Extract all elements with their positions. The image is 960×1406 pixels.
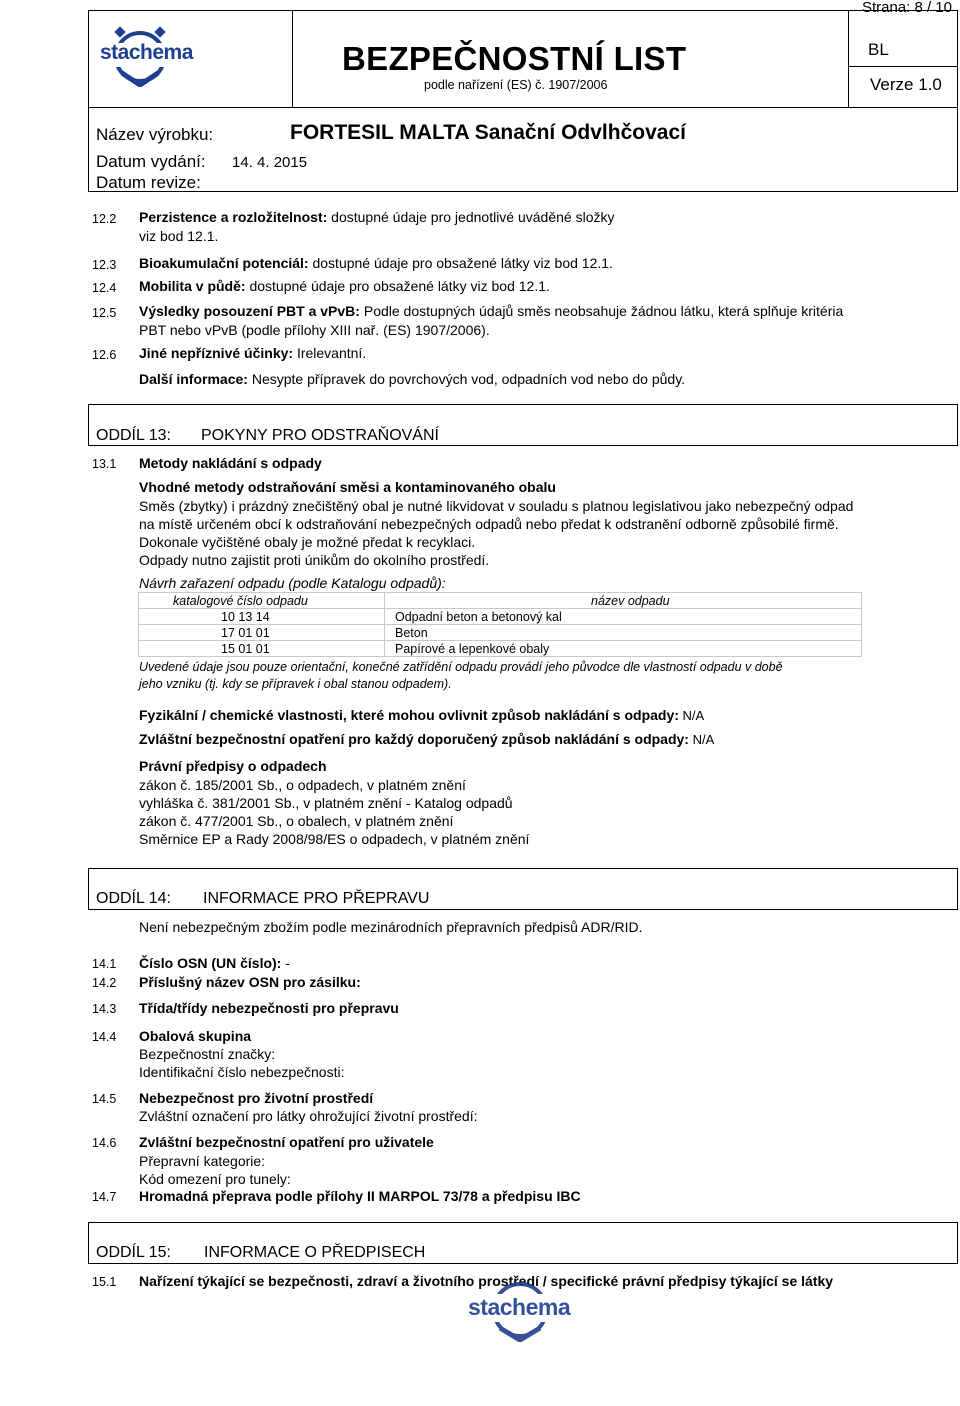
item-12-3 (139, 255, 613, 271)
paragraph: Dokonale vyčištěné obaly je možné předat k recyklaci. (139, 534, 476, 550)
section-label: ODDÍL 14: (96, 890, 171, 907)
header-divider (292, 10, 293, 107)
item-title: Mobilita v půdě: (139, 278, 246, 294)
other-information (139, 371, 685, 387)
item-number: 12.6 (92, 348, 117, 362)
waste-proposal-label: Návrh zařazení odpadu (podle Katalogu odpadů): (139, 575, 446, 591)
revision-date-label: Datum revize: (96, 173, 201, 192)
item-14-1 (139, 955, 290, 971)
item-text: Zvláštní označení pro látky ohrožující životní prostředí: (139, 1108, 478, 1124)
item-text: N/A (688, 732, 715, 747)
item-title: Zvláštní bezpečnostní opatření pro uživatele (139, 1134, 434, 1150)
item-title: Výsledky posouzení PBT a vPvB: (139, 303, 360, 319)
note: jeho vzniku (tj. kdy se přípravek i obal stanou odpadem). (139, 677, 452, 691)
page-number: Strana: 8 / 10 (861, 0, 952, 16)
item-title: Hromadná přeprava podle přílohy II MARPOL 73/78 a předpisu IBC (139, 1188, 581, 1204)
item-title: Jiné nepříznivé účinky: (139, 345, 294, 361)
table-header: katalogové číslo odpadu (139, 593, 385, 609)
item-text: Přepravní kategorie: (139, 1153, 266, 1169)
item-number: 14.3 (92, 1002, 117, 1016)
item-text: Identifikační číslo nebezpečnosti: (139, 1064, 345, 1080)
paragraph: Odpady nutno zajistit proti únikům do okolního prostředí. (139, 552, 490, 568)
table-cell: 10 13 14 (139, 609, 385, 625)
item-number: 14.6 (92, 1136, 117, 1150)
item-number: 14.5 (92, 1092, 117, 1106)
item-number: 12.2 (92, 212, 117, 226)
item-text: Nesypte přípravek do povrchových vod, odpadních vod nebo do půdy. (247, 371, 686, 387)
version-label: Verze 1.0 (870, 75, 942, 94)
item-title: Číslo OSN (UN číslo): (139, 955, 282, 971)
section-title: INFORMACE O PŘEDPISECH (204, 1244, 426, 1261)
item-title: Třída/třídy nebezpečnosti pro přepravu (139, 1000, 399, 1016)
paragraph: Směs (zbytky) i prázdný znečištěný obal je nutné likvidovat v souladu s platnou legislativou jako nebezpečný odpad (139, 498, 854, 514)
special-measures (139, 731, 714, 747)
section-label: ODDÍL 15: (96, 1244, 171, 1261)
item-title: Perzistence a rozložitelnost: (139, 209, 328, 225)
page-title: BEZPEČNOSTNÍ LIST (342, 40, 687, 77)
paragraph: Není nebezpečným zbožím podle mezinárodních přepravních předpisů ADR/RID. (139, 919, 643, 935)
regulation-subtitle: podle nařízení (ES) č. 1907/2006 (424, 78, 608, 92)
regulation-item: zákon č. 477/2001 Sb., o obalech, v platném znění (139, 813, 454, 829)
issue-date: 14. 4. 2015 (232, 154, 308, 171)
physical-properties (139, 707, 704, 723)
note: Uvedené údaje jsou pouze orientační, konečné zatřídění odpadu provádí jeho původce dle vlastností odpadu v době (139, 660, 783, 674)
table-row (139, 625, 862, 641)
item-title: Metody nakládání s odpady (139, 455, 322, 471)
item-text: dostupné údaje pro obsažené látky viz bod 12.1. (308, 255, 613, 271)
item-number: 14.7 (92, 1190, 117, 1204)
language-code: BL (868, 40, 889, 59)
item-text: PBT nebo vPvB (podle přílohy XIII nař. (ES) 1907/2006). (139, 322, 490, 338)
table-header-row (139, 593, 862, 609)
item-12-5 (139, 303, 843, 319)
product-label: Název výrobku: (96, 125, 214, 144)
item-title: Právní předpisy o odpadech (139, 758, 327, 774)
item-title: Bioakumulační potenciál: (139, 255, 309, 271)
header-divider (848, 10, 849, 107)
item-number: 14.1 (92, 957, 117, 971)
item-title: Nařízení týkající se bezpečnosti, zdraví a životního prostředí / specifické právní předpisy týkající se látky (139, 1273, 834, 1289)
issue-date-label: Datum vydání: (96, 152, 206, 171)
waste-table (138, 592, 862, 657)
logo-wordmark: stachema (468, 1294, 571, 1320)
item-number: 13.1 (92, 457, 117, 471)
item-number: 14.2 (92, 976, 117, 990)
item-number: 15.1 (92, 1275, 117, 1289)
item-text: N/A (678, 708, 705, 723)
item-title: Obalová skupina (139, 1028, 252, 1044)
item-text: - (281, 955, 290, 971)
item-text: Irelevantní. (293, 345, 367, 361)
regulation-item: zákon č. 185/2001 Sb., o odpadech, v platném znění (139, 777, 466, 793)
item-text: dostupné údaje pro obsažené látky viz bod 12.1. (245, 278, 550, 294)
item-text: Podle dostupných údajů směs neobsahuje žádnou látku, která splňuje kritéria (359, 303, 844, 319)
item-12-4 (139, 278, 550, 294)
item-title: Nebezpečnost pro životní prostředí (139, 1090, 374, 1106)
table-header: název odpadu (385, 593, 862, 609)
document-header (88, 10, 958, 192)
item-number: 14.4 (92, 1030, 117, 1044)
item-number: 12.3 (92, 258, 117, 272)
item-title: Příslušný název OSN pro zásilku: (139, 974, 361, 990)
table-cell: 17 01 01 (139, 625, 385, 641)
table-cell: Beton (385, 625, 862, 641)
regulation-item: Směrnice EP a Rady 2008/98/ES o odpadech, v platném znění (139, 831, 530, 847)
paragraph: na místě určeném obcí k odstraňování nebezpečných odpadů nebo předat k odstranění odborně způsobilé firmě. (139, 516, 839, 532)
logo-wordmark: stachema (100, 41, 193, 64)
regulation-item: vyhláška č. 381/2001 Sb., v platném znění - Katalog odpadů (139, 795, 513, 811)
table-row (139, 609, 862, 625)
table-cell: Odpadní beton a betonový kal (385, 609, 862, 625)
item-title: Fyzikální / chemické vlastnosti, které mohou ovlivnit způsob nakládání s odpady: (139, 707, 679, 723)
section-title: INFORMACE PRO PŘEPRAVU (203, 890, 430, 907)
item-12-2 (139, 209, 614, 225)
item-text: dostupné údaje pro jednotlivé uváděné složky (327, 209, 615, 225)
section-title: POKYNY PRO ODSTRAŇOVÁNÍ (201, 427, 439, 444)
item-number: 12.4 (92, 281, 117, 295)
item-12-6 (139, 345, 366, 361)
section-label: ODDÍL 13: (96, 427, 171, 444)
header-divider (848, 66, 958, 67)
item-number: 12.5 (92, 306, 117, 320)
item-title: Zvláštní bezpečnostní opatření pro každý doporučený způsob nakládání s odpady: (139, 731, 689, 747)
item-text: Bezpečnostní značky: (139, 1046, 276, 1062)
watermark-logo (462, 1278, 578, 1345)
item-subtitle: Vhodné metody odstraňování směsi a kontaminovaného obalu (139, 479, 556, 495)
item-text: Kód omezení pro tunely: (139, 1171, 291, 1187)
table-cell: 15 01 01 (139, 641, 385, 657)
item-title: Další informace: (139, 371, 248, 387)
item-text: viz bod 12.1. (139, 228, 219, 244)
company-logo (100, 25, 193, 90)
table-cell: Papírové a lepenkové obaly (385, 641, 862, 657)
table-row (139, 641, 862, 657)
product-name: FORTESIL MALTA Sanační Odvlhčovací (290, 121, 686, 144)
header-divider (88, 107, 958, 108)
